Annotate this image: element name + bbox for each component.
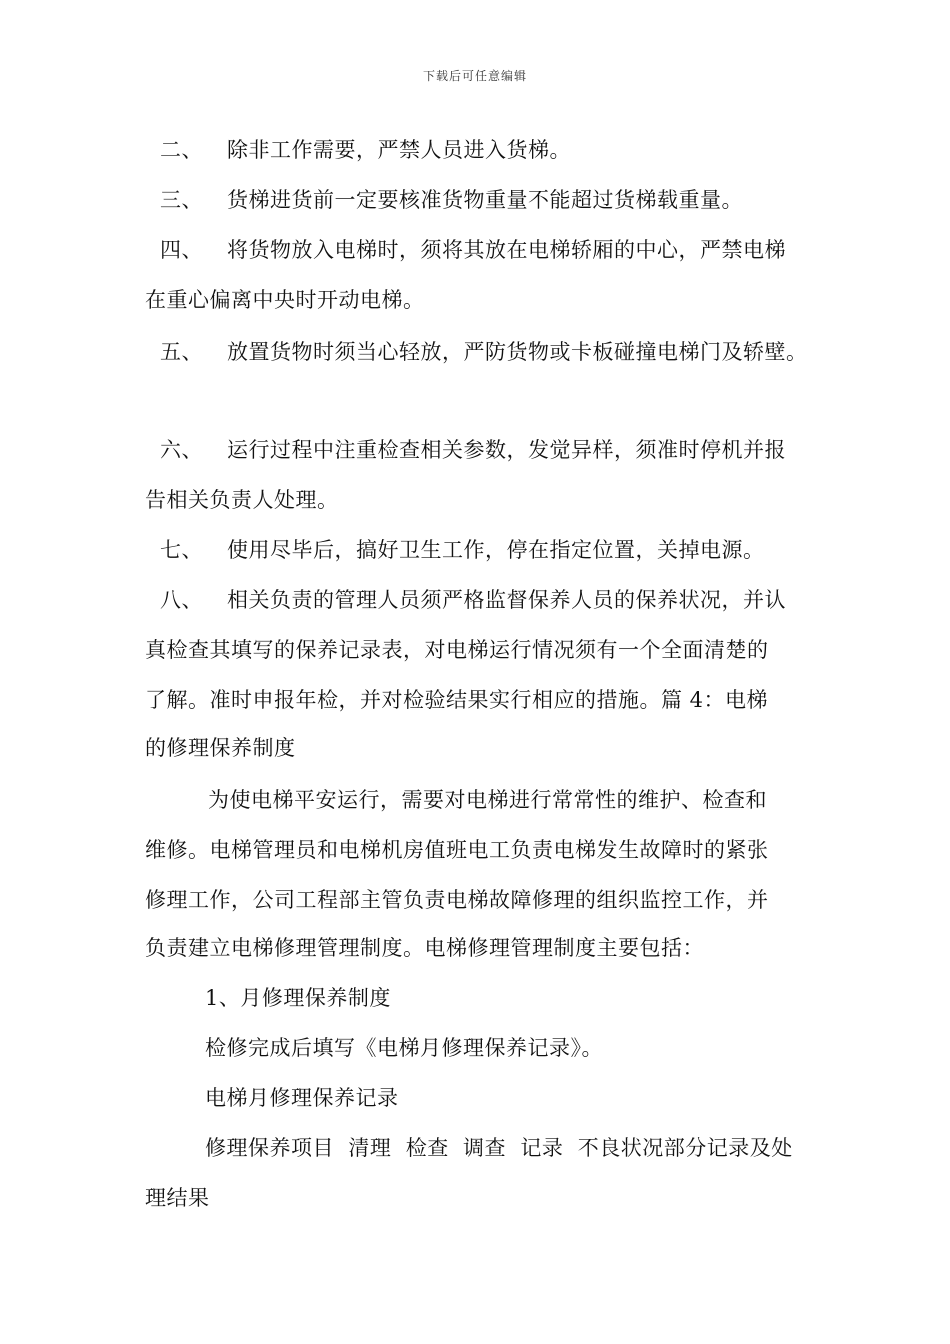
rule-8	[160, 586, 786, 614]
rule-text: 运行过程中注重检查相关参数，发觉异样，须准时停机并报	[227, 438, 786, 462]
section-title-continuation: 的修理保养制度	[145, 736, 296, 760]
page-header: 下载后可任意编辑	[422, 69, 527, 83]
rule-2	[160, 136, 571, 164]
rule-4-continuation: 在重心偏离中央时开动电梯。	[145, 288, 425, 312]
record-title: 电梯月修理保养记录	[205, 1086, 399, 1110]
rule-number: 二、	[160, 138, 203, 162]
rule-number: 八、	[160, 588, 203, 612]
paragraph-line: 修理工作，公司工程部主管负责电梯故障修理的组织监控工作，并	[145, 888, 769, 912]
paragraph-line: 负责建立电梯修理管理制度。电梯修理管理制度主要包括：	[145, 936, 704, 960]
paragraph-line: 维修。电梯管理员和电梯机房值班电工负责电梯发生故障时的紧张	[145, 838, 769, 862]
record-columns-continuation: 理结果	[145, 1186, 210, 1210]
rule-text: 除非工作需要，严禁人员进入货梯。	[227, 138, 571, 162]
rule-number: 四、	[160, 238, 203, 262]
rule-4	[160, 236, 786, 264]
rule-number: 三、	[160, 188, 203, 212]
rule-text: 使用尽毕后，搞好卫生工作，停在指定位置，关掉电源。	[227, 538, 765, 562]
rule-6	[160, 436, 786, 464]
rule-8-continuation: 了解。准时申报年检，并对检验结果实行相应的措施。篇 4：电梯	[145, 688, 769, 712]
record-columns: 修理保养项目 清理 检查 调查 记录 不良状况部分记录及处	[205, 1136, 793, 1160]
paragraph-line: 检修完成后填写《电梯月修理保养记录》。	[205, 1036, 603, 1060]
subsection-title: 1、月修理保养制度	[205, 986, 391, 1010]
rule-number: 五、	[160, 340, 203, 364]
rule-number: 六、	[160, 438, 203, 462]
rule-text: 将货物放入电梯时，须将其放在电梯轿厢的中心，严禁电梯	[227, 238, 786, 262]
rule-text: 货梯进货前一定要核准货物重量不能超过货梯载重量。	[227, 188, 743, 212]
rule-text: 相关负责的管理人员须严格监督保养人员的保养状况，并认	[227, 588, 786, 612]
rule-text: 放置货物时须当心轻放，严防货物或卡板碰撞电梯门及轿壁。	[227, 340, 808, 364]
rule-number: 七、	[160, 538, 203, 562]
rule-7	[160, 536, 765, 564]
rule-8-continuation: 真检查其填写的保养记录表，对电梯运行情况须有一个全面清楚的	[145, 638, 769, 662]
paragraph-line: 为使电梯平安运行，需要对电梯进行常常性的维护、检查和	[208, 788, 767, 812]
rule-6-continuation: 告相关负责人处理。	[145, 488, 339, 512]
rule-5	[160, 338, 808, 366]
rule-3	[160, 186, 743, 214]
